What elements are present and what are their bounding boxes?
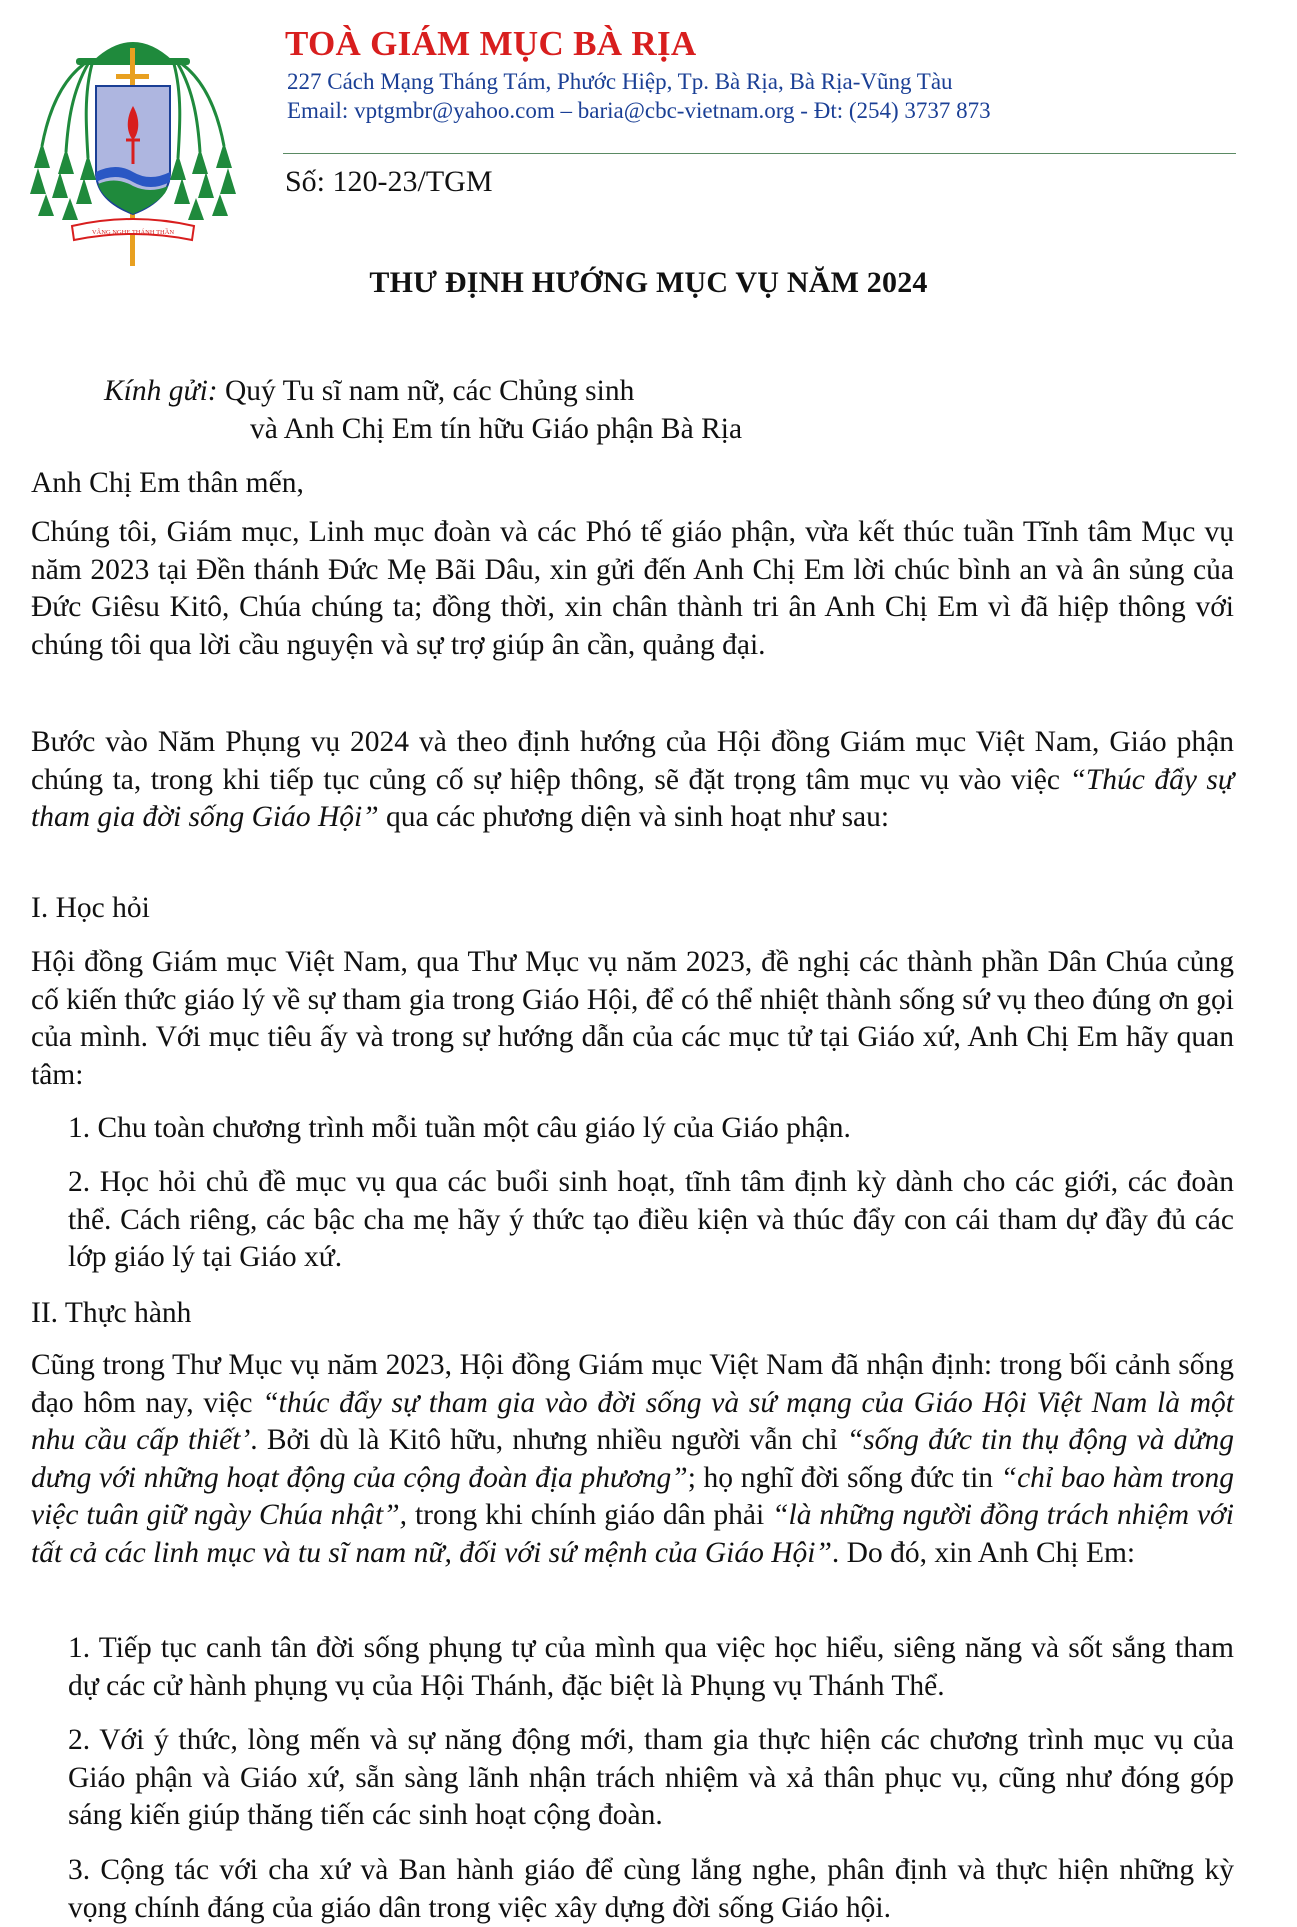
organization-name: TOÀ GIÁM MỤC BÀ RỊA xyxy=(285,24,697,63)
section-2-item: 1. Tiếp tục canh tân đời sống phụng tự của mình qua việc học hiểu, siêng năng và sốt sắng tham dự các cử hành phụng vụ của Hội Thánh, đặc biệt là Phụng vụ Thánh Thể. xyxy=(68,1632,1234,1702)
section-2-item: 3. Cộng tác với cha xứ và Ban hành giáo để cùng lắng nghe, phân định và thực hiện những kỳ vọng chính đáng của giáo dân trong việc xây dựng đời sống Giáo hội. xyxy=(68,1854,1234,1924)
paragraph-1: Chúng tôi, Giám mục, Linh mục đoàn và các Phó tế giáo phận, vừa kết thúc tuần Tĩnh tâm Mục vụ năm 2023 tại Đền thánh Đức Mẹ Bãi Dâu, xin gửi đến Anh Chị Em lời chúc bình an và ân sủng của Đức Giêsu Kitô, Chúa chúng ta; đồng thời, xin chân thành tri ân Anh Chị Em vì đã hiệp thông với chúng tôi qua lời cầu nguyện và sự trợ giúp ân cần, quảng đại. xyxy=(31,516,1234,661)
letterhead-divider xyxy=(283,153,1236,154)
section-2-intro-text: Cũng trong Thư Mục vụ năm 2023, Hội đồng Giám mục Việt Nam đã nhận định: trong bối cảnh sống đạo hôm nay, việc xyxy=(31,1349,1234,1419)
section-2-item: 2. Với ý thức, lòng mến và sự năng động mới, tham gia thực hiện các chương trình mục vụ của Giáo phận và Giáo xứ, sẵn sàng lãnh nhận trách nhiệm và xả thân phục vụ, cũng như đóng góp sáng kiến giúp thăng tiến các sinh hoạt cộng đoàn. xyxy=(68,1724,1234,1831)
section-2-intro xyxy=(31,1347,1234,1572)
paragraph-2-text-b: qua các phương diện và sinh hoạt như sau: xyxy=(378,801,890,833)
section-2-intro-quote: “là những người đồng trách nhiệm với tất cả các linh mục và tu sĩ nam nữ, đối với sứ mệnh của Giáo Hội” xyxy=(31,1499,1234,1569)
section-2-intro-quote: “chỉ bao hàm trong việc tuân giữ ngày Chúa nhật”, xyxy=(31,1461,1234,1531)
salutation: Anh Chị Em thân mến, xyxy=(31,467,304,499)
section-2-intro-quote: “sống đức tin thụ động và dửng dưng với những hoạt động của cộng đoàn địa phương” xyxy=(31,1424,1234,1494)
document-number: Số: 120-23/TGM xyxy=(285,165,493,198)
section-1-heading: I. Học hỏi xyxy=(31,892,150,924)
letter-title: THƯ ĐỊNH HƯỚNG MỤC VỤ NĂM 2024 xyxy=(369,266,928,299)
coat-of-arms-crest-icon xyxy=(26,22,240,266)
organization-contact: Email: vptgmbr@yahoo.com – baria@cbc-vietnam.org - Đt: (254) 3737 873 xyxy=(287,98,991,123)
section-2-heading: II. Thực hành xyxy=(31,1297,192,1329)
section-1-item: 2. Học hỏi chủ đề mục vụ qua các buổi sinh hoạt, tĩnh tâm định kỳ dành cho các giới, các đoàn thể. Cách riêng, các bậc cha mẹ hãy ý thức tạo điều kiện và thúc đẩy con cái tham dự đầy đủ các lớp giáo lý tại Giáo xứ. xyxy=(68,1166,1234,1273)
organization-address: 227 Cách Mạng Tháng Tám, Phước Hiệp, Tp. Bà Rịa, Bà Rịa-Vũng Tàu xyxy=(287,69,953,94)
paragraph-2-text-a: Bước vào Năm Phụng vụ 2024 và theo định hướng của Hội đồng Giám mục Việt Nam, Giáo phận chúng ta, trong khi tiếp tục củng cố sự hiệp thông, sẽ đặt trọng tâm mục vụ vào việc xyxy=(31,726,1234,796)
recipient-line-1 xyxy=(104,373,634,411)
section-2-intro-text: . Bởi dù là Kitô hữu, nhưng nhiều người vẫn chỉ xyxy=(250,1424,847,1456)
section-1-intro: Hội đồng Giám mục Việt Nam, qua Thư Mục vụ năm 2023, đề nghị các thành phần Dân Chúa củng cố kiến thức giáo lý về sự tham gia trong Giáo Hội, để có thể nhiệt thành sống sứ vụ theo đúng ơn gọi của mình. Với mục tiêu ấy và trong sự hướng dẫn của các mục tử tại Giáo xứ, Anh Chị Em hãy quan tâm: xyxy=(31,946,1234,1091)
paragraph-2-quote: “Thúc đẩy sự tham gia đời sống Giáo Hội” xyxy=(31,763,1235,833)
section-2-intro-text: trong khi chính giáo dân phải xyxy=(407,1499,773,1531)
section-2-intro-text: . Do đó, xin Anh Chị Em: xyxy=(831,1536,1136,1569)
paragraph-2 xyxy=(31,724,1234,837)
section-1-item: 1. Chu toàn chương trình mỗi tuần một câu giáo lý của Giáo phận. xyxy=(68,1112,851,1144)
section-2-intro-text: ; họ nghĩ đời sống đức tin xyxy=(687,1461,1001,1494)
recipient-line-2: và Anh Chị Em tín hữu Giáo phận Bà Rịa xyxy=(250,413,743,445)
section-2-intro-quote: “thúc đẩy sự tham gia vào đời sống và sứ mạng của Giáo Hội Việt Nam là một nhu cầu cấp thiết’ xyxy=(31,1386,1235,1456)
recipient-text-1: Quý Tu sĩ nam nữ, các Chủng sinh xyxy=(217,375,635,407)
crest-motto: VÂNG NGHE THÁNH THẦN xyxy=(91,229,175,236)
recipient-label: Kính gửi: xyxy=(104,375,218,407)
